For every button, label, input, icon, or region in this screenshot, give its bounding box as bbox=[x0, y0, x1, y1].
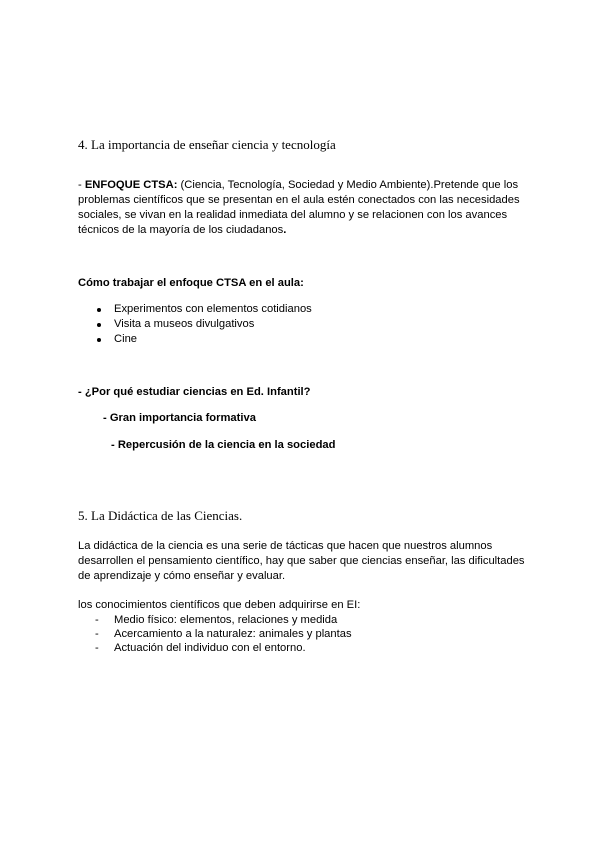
por-que-point: - Repercusión de la ciencia en la sociedad bbox=[111, 439, 336, 451]
enfoque-ctsa-paragraph bbox=[78, 178, 530, 238]
conocimientos-list bbox=[78, 613, 352, 655]
list-item-label: Actuación del individuo con el entorno. bbox=[114, 642, 306, 654]
list-item bbox=[78, 302, 312, 317]
por-que-point: - Gran importancia formativa bbox=[103, 412, 256, 424]
dash-icon: - bbox=[95, 628, 99, 640]
section-4-heading: 4. La importancia de enseñar ciencia y tecnología bbox=[78, 137, 336, 152]
section-5-heading: 5. La Didáctica de las Ciencias. bbox=[78, 508, 243, 523]
list-item bbox=[78, 613, 352, 627]
list-item-label: Cine bbox=[114, 333, 138, 345]
list-item bbox=[78, 627, 352, 641]
didactica-paragraph: La didáctica de la ciencia es una serie de tácticas que hacen que nuestros alumnos desarrollen el pensamiento científico, hay que saber que ciencias enseñar, las dificultades de aprendizaje y cómo enseñar y evaluar. bbox=[78, 540, 525, 582]
list-item bbox=[78, 332, 312, 347]
como-trabajar-list bbox=[78, 302, 312, 347]
enfoque-end: . bbox=[283, 224, 287, 236]
enfoque-prefix: - bbox=[78, 179, 85, 191]
list-item-label: Acercamiento a la naturalez: animales y plantas bbox=[114, 628, 352, 640]
dash-icon: - bbox=[95, 642, 99, 654]
enfoque-text: (Ciencia, Tecnología, Sociedad y Medio Ambiente).Pretende que los problemas científicos que se presentan en el aula estén conectados con las necesidades sociales, se vivan en la realidad inmediata del alumno y se relacionen con los avances técnicos de la mayoría de los ciudadanos bbox=[78, 179, 520, 236]
dash-icon: - bbox=[95, 614, 99, 626]
bullet-icon bbox=[97, 338, 101, 342]
list-item bbox=[78, 317, 312, 332]
por-que-title: - ¿Por qué estudiar ciencias en Ed. Infantil? bbox=[78, 386, 311, 398]
list-item-label: Medio físico: elementos, relaciones y medida bbox=[114, 614, 338, 626]
list-item bbox=[78, 641, 352, 655]
bullet-icon bbox=[97, 308, 101, 312]
list-item-label: Experimentos con elementos cotidianos bbox=[114, 303, 312, 315]
conocimientos-title: los conocimientos científicos que deben adquirirse en EI: bbox=[78, 599, 361, 611]
bullet-icon bbox=[97, 323, 101, 327]
enfoque-label: ENFOQUE CTSA: bbox=[84, 179, 178, 191]
como-trabajar-title: Cómo trabajar el enfoque CTSA en el aula: bbox=[78, 277, 304, 289]
list-item-label: Visita a museos divulgativos bbox=[114, 318, 255, 330]
